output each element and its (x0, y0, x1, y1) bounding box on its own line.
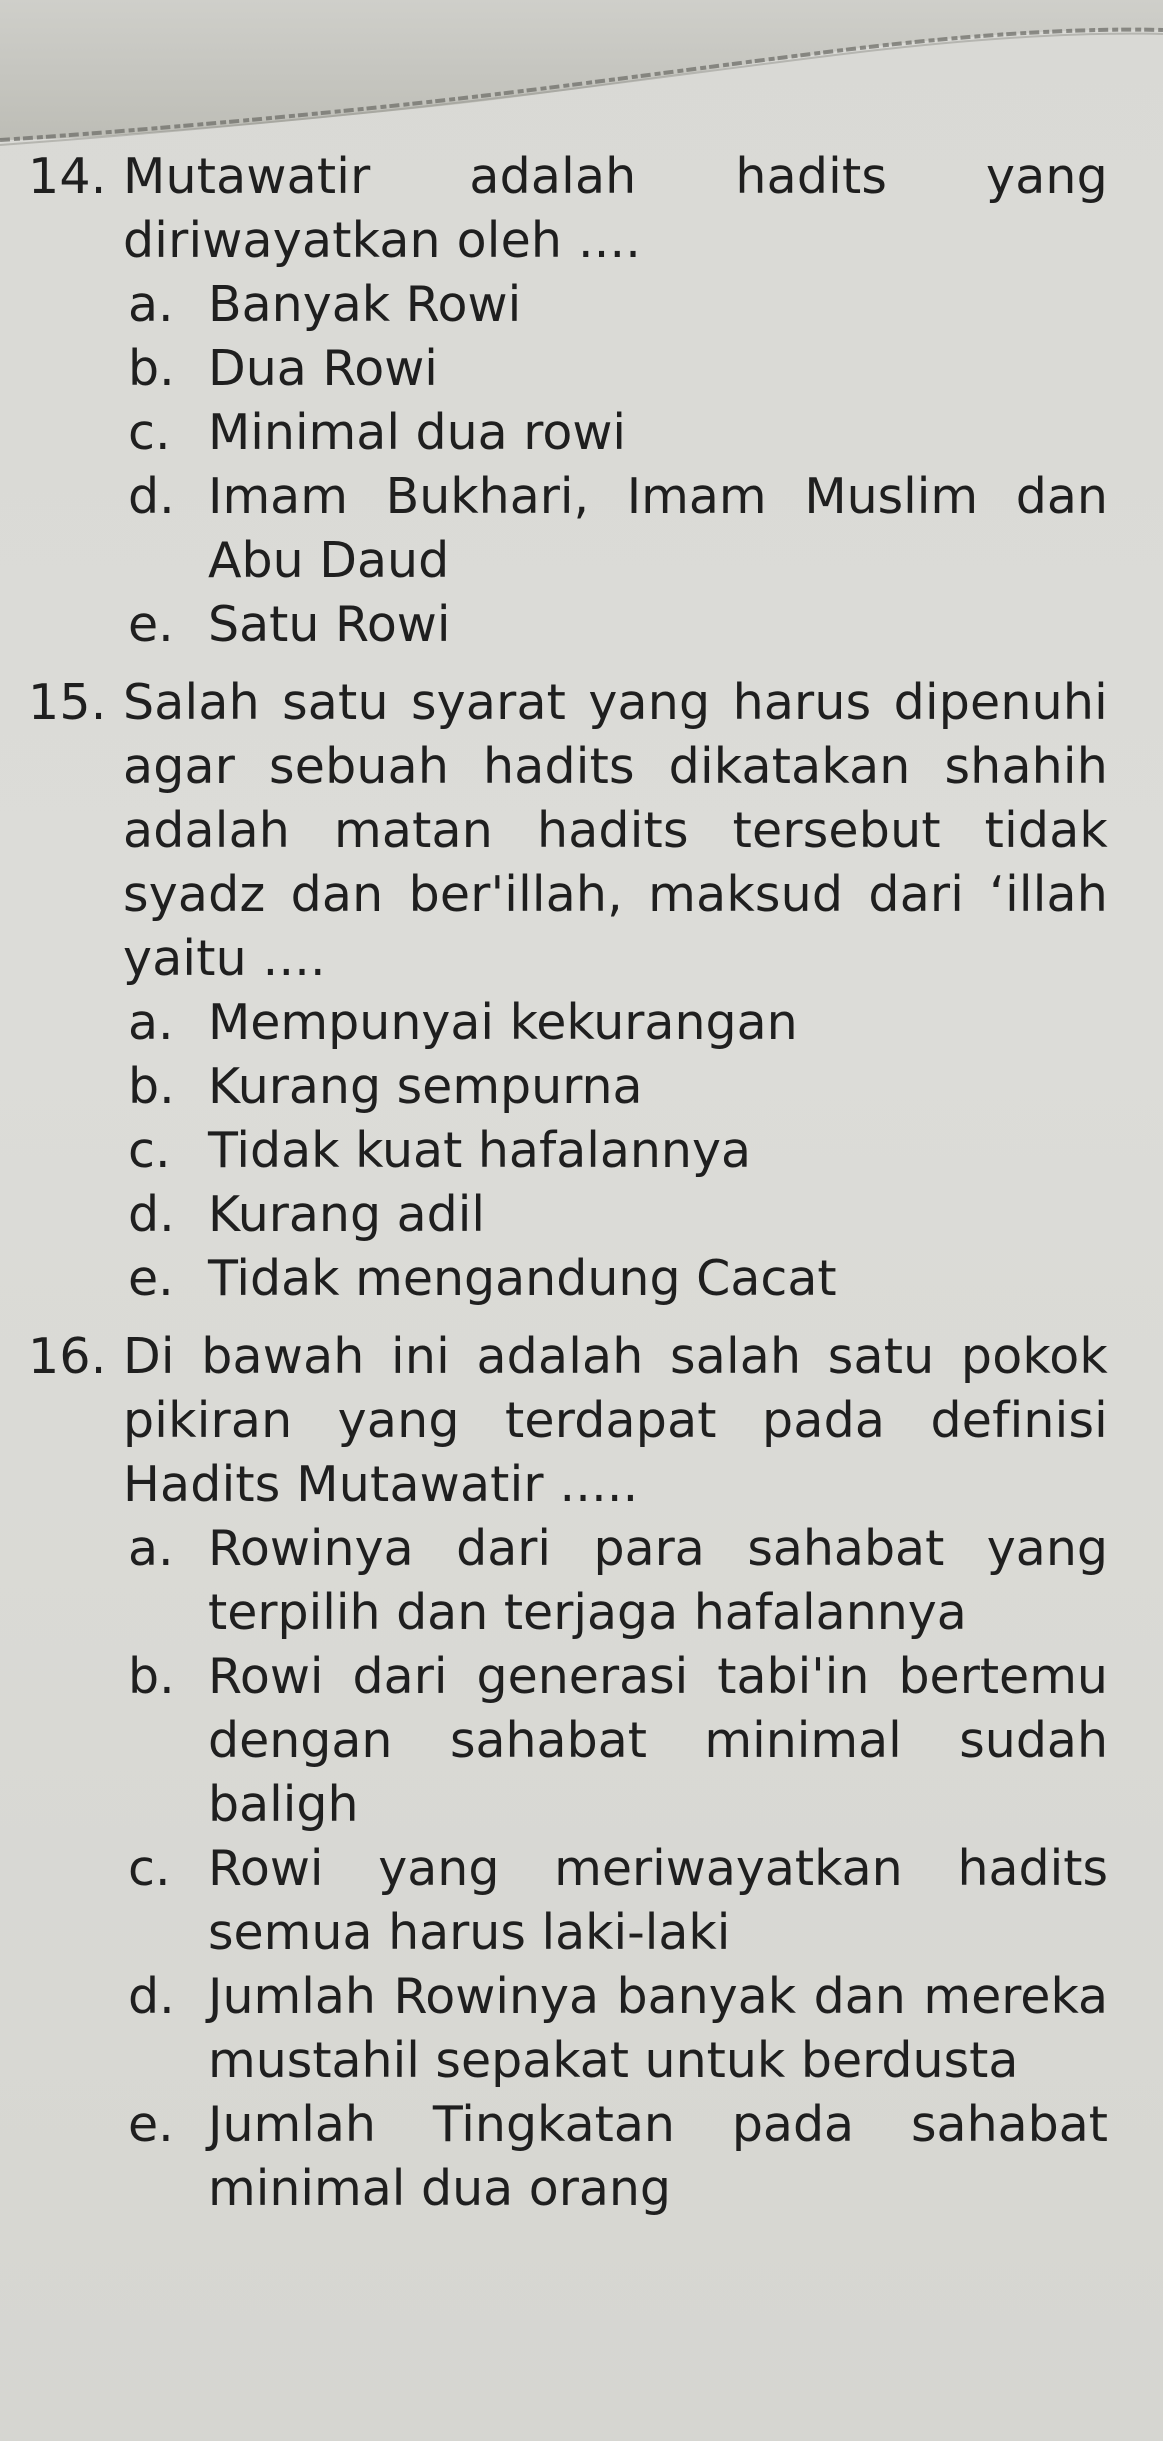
option-text: Imam Bukhari, Imam Muslim dan Abu Daud (208, 468, 1108, 589)
option-16-d (28, 1965, 1108, 2093)
question-15-number: 15. (28, 674, 107, 731)
option-letter: b. (128, 340, 175, 397)
option-text: Rowinya dari para sahabat yang terpilih dan terjaga hafalannya (208, 1520, 1108, 1641)
question-15-stem: Salah satu syarat yang harus dipenuhi agar sebuah hadits dikatakan shahih adalah matan hadits tersebut tidak syadz dan ber'illah, maksud dari ‘illah yaitu .... (123, 674, 1108, 987)
question-sheet (28, 145, 1108, 2235)
option-16-b (28, 1645, 1108, 1837)
option-text: Rowi dari generasi tabi'in bertemu dengan sahabat minimal sudah baligh (208, 1648, 1108, 1833)
option-letter: e. (128, 1250, 174, 1307)
question-16-stem: Di bawah ini adalah salah satu pokok pikiran yang terdapat pada definisi Hadits Mutawatir ..... (123, 1328, 1108, 1513)
question-14-stem: Mutawatir adalah hadits yang diriwayatkan oleh .... (123, 148, 1108, 269)
option-letter: a. (128, 994, 174, 1051)
option-text: Jumlah Tingkatan pada sahabat minimal dua orang (208, 2096, 1108, 2217)
option-16-a (28, 1517, 1108, 1645)
option-14-c (28, 401, 1108, 465)
question-14-number: 14. (28, 148, 107, 205)
option-15-b (28, 1055, 1108, 1119)
torn-paper-edge (0, 0, 1163, 150)
option-text: Rowi yang meriwayatkan hadits semua harus laki-laki (208, 1840, 1108, 1961)
question-15 (28, 671, 1108, 1311)
option-letter: a. (128, 1520, 174, 1577)
option-letter: c. (128, 1122, 171, 1179)
option-text: Tidak mengandung Cacat (208, 1250, 837, 1307)
option-15-a (28, 991, 1108, 1055)
question-16-number: 16. (28, 1328, 107, 1385)
option-text: Kurang sempurna (208, 1058, 643, 1115)
option-14-e (28, 593, 1108, 657)
option-text: Mempunyai kekurangan (208, 994, 798, 1051)
option-letter: c. (128, 404, 171, 461)
option-letter: d. (128, 1186, 175, 1243)
question-16-options (28, 1517, 1108, 2221)
question-15-text (28, 671, 1108, 991)
option-text: Tidak kuat hafalannya (208, 1122, 751, 1179)
option-15-c (28, 1119, 1108, 1183)
option-16-e (28, 2093, 1108, 2221)
question-16-text (28, 1325, 1108, 1517)
option-14-a (28, 273, 1108, 337)
option-letter: d. (128, 468, 175, 525)
option-letter: c. (128, 1840, 171, 1897)
option-15-d (28, 1183, 1108, 1247)
option-text: Banyak Rowi (208, 276, 522, 333)
option-letter: b. (128, 1058, 175, 1115)
question-14 (28, 145, 1108, 657)
question-14-text (28, 145, 1108, 273)
option-text: Satu Rowi (208, 596, 451, 653)
question-15-options (28, 991, 1108, 1311)
option-text: Jumlah Rowinya banyak dan mereka mustahil sepakat untuk berdusta (208, 1968, 1108, 2089)
option-14-b (28, 337, 1108, 401)
question-14-options (28, 273, 1108, 657)
option-text: Dua Rowi (208, 340, 438, 397)
option-15-e (28, 1247, 1108, 1311)
option-text: Minimal dua rowi (208, 404, 627, 461)
option-text: Kurang adil (208, 1186, 486, 1243)
option-letter: e. (128, 2096, 174, 2153)
option-letter: a. (128, 276, 174, 333)
option-letter: d. (128, 1968, 175, 2025)
option-letter: b. (128, 1648, 175, 1705)
question-16 (28, 1325, 1108, 2221)
option-14-d (28, 465, 1108, 593)
option-16-c (28, 1837, 1108, 1965)
option-letter: e. (128, 596, 174, 653)
